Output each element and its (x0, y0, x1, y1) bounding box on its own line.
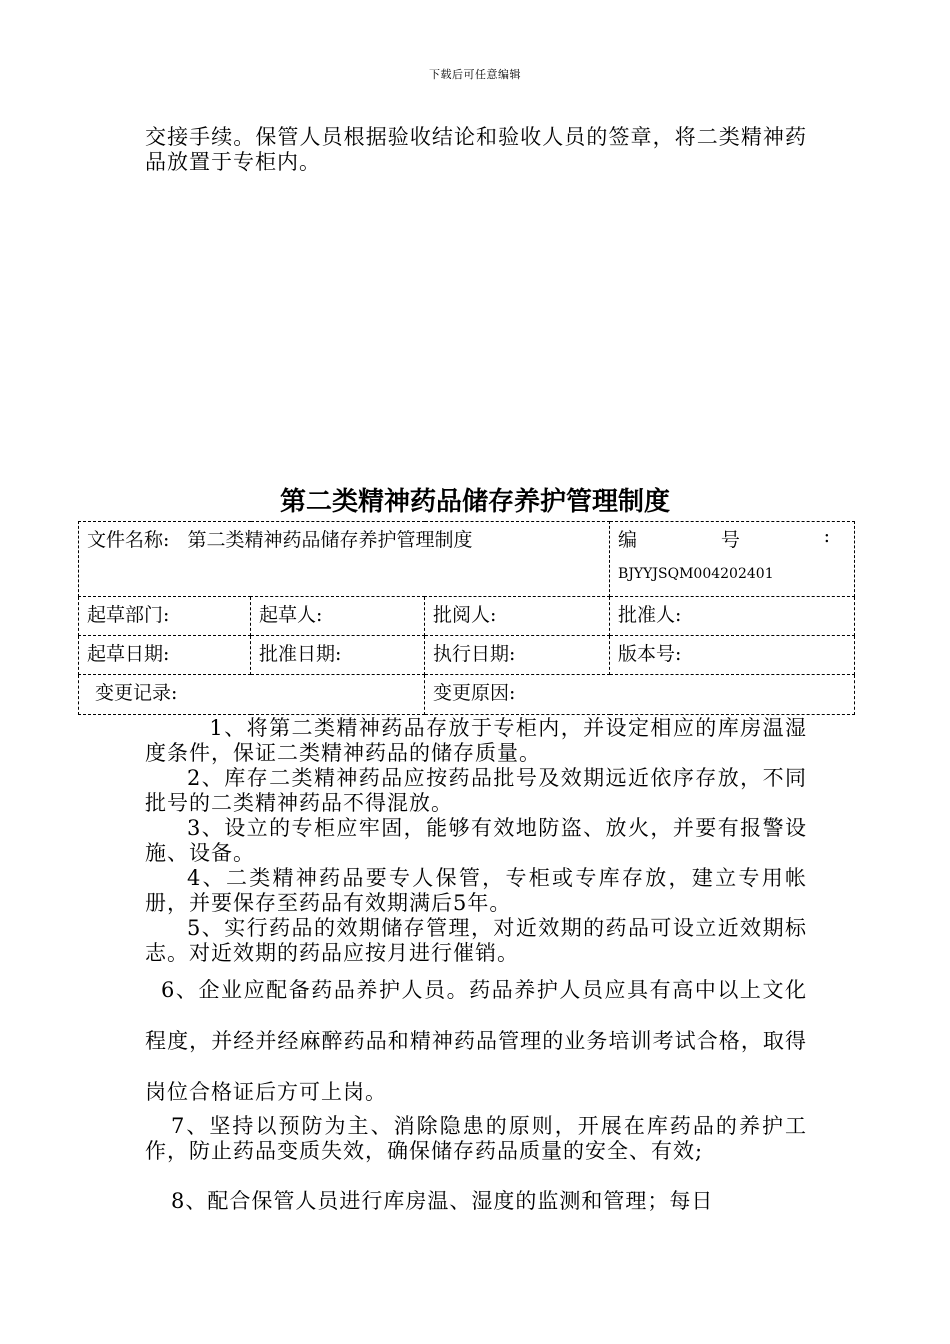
code-label-part: 编 (618, 529, 638, 551)
file-name-cell (79, 522, 610, 597)
code-label-part: 号 (720, 529, 740, 551)
rule-item: 1、将第二类精神药品存放于专柜内，并设定相应的库房温湿度条件，保证二类精神药品的储存质量。 (145, 716, 807, 765)
rule-item: 4、二类精神药品要专人保管，专柜或专库存放，建立专用帐册，并要保存至药品有效期满后5年。 (145, 866, 807, 915)
draft-date-cell: 起草日期: (79, 636, 251, 675)
reviewer-cell: 批阅人: (425, 597, 610, 636)
rule-item: 7、坚持以预防为主、消除隐患的原则，开展在库药品的养护工作，防止药品变质失效，确保储存药品质量的安全、有效; (145, 1114, 807, 1163)
intro-paragraph: 交接手续。保管人员根据验收结论和验收人员的签章，将二类精神药品放置于专柜内。 (145, 125, 807, 174)
version-cell: 版本号: (610, 636, 855, 675)
drafter-cell: 起草人: (251, 597, 425, 636)
code-value: BJYYJSQM004202401 (618, 566, 774, 582)
change-record-cell: 变更记录: (79, 675, 425, 715)
document-title: 第二类精神药品储存养护管理制度 (279, 487, 670, 517)
header-note: 下载后可任意编辑 (429, 68, 521, 81)
approver-cell: 批准人: (610, 597, 855, 636)
rule-item: 8、配合保管人员进行库房温、湿度的监测和管理；每日 (171, 1189, 714, 1213)
effective-date-cell: 执行日期: (425, 636, 610, 675)
code-label-part: : (823, 525, 831, 547)
document-info-table (78, 521, 855, 715)
rule-item: 6、企业应配备药品养护人员。药品养护人员应具有高中以上文化程度，并经并经麻醉药品和精神药品管理的业务培训考试合格，取得岗位合格证后方可上岗。 (145, 978, 807, 1104)
rule-item: 2、库存二类精神药品应按药品批号及效期远近依序存放，不同批号的二类精神药品不得混放。 (145, 766, 807, 815)
code-label (618, 525, 830, 552)
rule-item: 5、实行药品的效期储存管理，对近效期的药品可设立近效期标志。对近效期的药品应按月进行催销。 (145, 916, 807, 965)
rule-item: 3、设立的专柜应牢固，能够有效地防盗、放火，并要有报警设施、设备。 (145, 816, 807, 865)
change-reason-cell: 变更原因: (425, 675, 855, 715)
file-name-value: 第二类精神药品储存养护管理制度 (187, 529, 473, 551)
code-cell (610, 522, 855, 597)
file-name-label: 文件名称: (87, 529, 170, 551)
drafting-dept-cell: 起草部门: (79, 597, 251, 636)
approval-date-cell: 批准日期: (251, 636, 425, 675)
